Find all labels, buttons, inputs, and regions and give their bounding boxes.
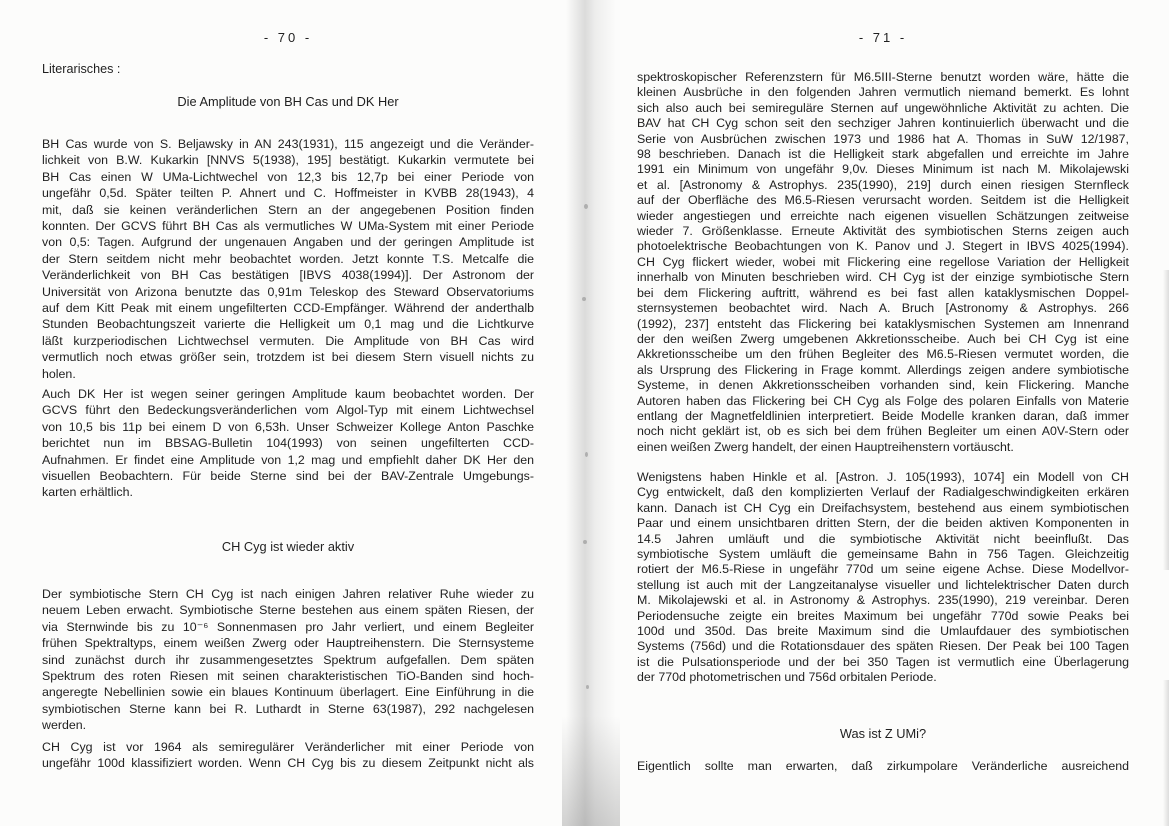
scan-speck: [582, 297, 586, 301]
text-line: Der symbiotische Stern CH Cyg ist nach einigen Jahren relativer Ruhe wieder zu: [42, 587, 534, 601]
paragraph-ch-cyg-activity: [637, 70, 1129, 455]
text-line: innerhalb von Minuten beschrieben wird. CH Cyg ist der einzige symbiotische Stern: [637, 270, 1129, 285]
text-line: als Ursprung des Flickering in Frage kommt. Allerdings zeigen andere symbiotische: [637, 362, 1129, 377]
text-line: noch nicht geklärt ist, ob es sich bei dem frühen Begleiter um einen A0V-Stern oder: [637, 424, 1129, 439]
text-line: von 0,5: Tagen. Aufgrund der ungenauen Angaben und der geringen Amplitude ist: [42, 235, 534, 250]
text-line: symbiotische System umläuft die gemeinsame Bahn in 756 Tagen. Gleichzeitig: [637, 547, 1129, 562]
page-number-right: - 71 -: [858, 30, 908, 45]
text-line: M. Mikolajewski et al. in Astronomy & Astrophys. 235(1990), 219 vereinbar. Deren: [637, 593, 1129, 608]
paragraph-ch-cyg-1964: [42, 739, 534, 772]
text-line: CH Cyg ist vor 1964 als semiregulärer Veränderlicher mit einer Periode von: [42, 740, 534, 754]
text-line: werden.: [42, 718, 87, 733]
text-line: sich also auch bei semireguläre Sternen auf ungewöhnliche Aktivität zu achten. Die: [637, 100, 1129, 115]
page-71: [637, 0, 1129, 826]
text-line: 98 beschrieben. Danach ist die Helligkeit stark abgefallen und erreichte im Jahre: [637, 147, 1129, 162]
paragraph-hinkle-model: [637, 470, 1129, 686]
paragraph-symbiotic-stars: [42, 586, 534, 734]
paragraph-z-umi-intro: [637, 759, 1129, 774]
text-line: Spektrum des roten Riesen mit seinen charakteristischen TiO-Banden sind hoch-: [42, 669, 534, 684]
text-line: holen.: [42, 366, 76, 381]
text-line: kleinen Ausbrüche in den folgenden Jahren vermutlich niemand bemerkt. Es lohnt: [637, 85, 1129, 100]
text-line: Systeme, in denen Akkretionsscheiben vorhanden sind, kein Flickering. Manche: [637, 378, 1129, 393]
text-line: angeregte Nebellinien sowie ein blaues Kontinuum überlagert. Eine Einführung in die: [42, 685, 534, 700]
text-line: karten erhältlich.: [42, 485, 133, 500]
text-line: ist die Pulsationsperiode und der bei 350 Tagen ist vermutlich eine Überlagerung: [637, 654, 1129, 669]
text-line: visuellen Beobachtern. Für beide Sterne sind bei der BAV-Zentrale Umgebungs-: [42, 469, 534, 484]
scan-speck: [584, 204, 588, 209]
text-line: symbiotischen Sterne kann bei R. Luthardt in Sterne 63(1987), 292 nachgelesen: [42, 701, 534, 716]
text-line: entlang der Magnetfeldlinien interpretiert. Beide Modelle kranken daran, daß immer: [637, 408, 1129, 423]
text-line: kann. Danach ist CH Cyg ein Dreifachsystem, bestehend aus einem symbiotischen: [637, 500, 1129, 515]
text-line: ungefähr 100d klassifiziert worden. Wenn CH Cyg bis zu diesem Zeitpunkt nicht als: [42, 756, 534, 771]
text-line: berichtet nun im BBSAG-Bulletin 104(1993) von seinen ungefilterten CCD-: [42, 436, 534, 451]
text-line: Autoren haben das Flickering bei CH Cyg als Folge des polaren Einfalls von Materie: [637, 393, 1129, 408]
text-line: 100d und 350d. Das breite Maximum sind die Umlaufdauer des symbiotischen: [637, 624, 1129, 639]
paragraph-dk-her: [42, 386, 534, 501]
text-line: CH Cyg flickert wieder, wobei mit Flickering eine regellose Variation der Helligkeit: [637, 254, 1129, 269]
text-line: Stunden Beobachtungszeit varierte die Helligkeit um 0,1 mag und die Lichtkurve: [42, 317, 534, 332]
text-line: wieder 7. Größenklasse. Erneute Aktivität des symbiotischen Sterns zeigen auch: [637, 224, 1129, 239]
text-line: Akkretionsscheibe um den frühen Begleiter des M6.5-Riesen vermutet worden, die: [637, 347, 1129, 362]
text-line: via Sternwinde bis zu 10⁻⁶ Sonnenmasen pro Jahr verliert, und einem Begleiter: [42, 619, 534, 634]
text-line: bei dem Flickering auftritt, während es bei fast allen kataklysmischen Doppel-: [637, 285, 1129, 300]
text-line: der Stern seitdem nicht mehr beobachtet worden. Jetzt konnte T.S. Metcalfe die: [42, 251, 534, 266]
article-title-z-umi: Was ist Z UMi?: [839, 726, 927, 741]
text-line: BAV hat CH Cyg schon seit den sechziger Jahren kontinuierlich überwacht und die: [637, 116, 1129, 131]
scan-speck: [583, 540, 587, 544]
text-line: Veränderlichkeit von BH Cas bestätigen [IBVS 4038(1994)]. Der Astronom der: [42, 268, 534, 283]
text-line: BH Cas wurde von S. Beljawsky in AN 243(1931), 115 angezeigt und die Veränder-: [42, 137, 534, 151]
paragraph-bh-cas: [42, 136, 534, 382]
text-line: einen weißen Zwerg handelt, der einen Hauptreihenstern vortäuscht.: [637, 439, 1014, 454]
text-line: Serie von Ausbrüchen zwischen 1973 und 1986 hat A. Thomas in SuW 12/1987,: [637, 131, 1129, 146]
text-line: der 770d photometrischen und 756d orbitalen Periode.: [637, 670, 937, 685]
text-line: von 10,5 bis 11p bei einem D von 6,53h. Unser Schweizer Kollege Anton Paschke: [42, 419, 534, 434]
article-title-amplitude: Die Amplitude von BH Cas und DK Her: [177, 94, 399, 109]
text-line: GCVS führt den Bedeckungsveränderlichen vom Algol-Typ mit einem Lichtwechsel: [42, 403, 534, 418]
text-line: frühen Spektraltyps, einem weißen Zwerg oder Hauptreihenstern. Die Sternsysteme: [42, 636, 534, 651]
text-line: auf der Oberfläche des M6.5-Riesen verursacht worden. Seitdem ist die Helligkeit: [637, 193, 1129, 208]
text-line: vermutlich noch etwas größer sein, trotzdem ist bei diesem Stern visuell nichts zu: [42, 350, 534, 365]
text-line: 14.5 Jahren umläuft und die symbiotische Aktivität nicht beeinflußt. Das: [637, 531, 1129, 546]
text-line: Eigentlich sollte man erwarten, daß zirkumpolare Veränderliche ausreichend: [637, 759, 1129, 773]
text-line: BH Cas einen W UMa-Lichtwechel von 12,3 bis 12,7p bei einer Periode von: [42, 169, 534, 184]
page-gutter-shadow: [566, 0, 616, 826]
text-line: Aufnahmen. Er findet eine Amplitude von 1,2 mag und empfiehlt daher DK Her den: [42, 452, 534, 467]
text-line: stellung ist auch mit der Langzeitanalyse visueller und lichtelektrischer Daten durch: [637, 577, 1129, 592]
text-line: mit, daß sie keinen veränderlichen Stern an der angegebenen Position finden: [42, 202, 534, 217]
page-70: [42, 0, 534, 826]
text-line: konnten. Der GCVS führt BH Cas als vermutliches W UMa-System mit einer Periode: [42, 219, 534, 234]
text-line: (1992), 237] entsteht das Flickering bei kataklysmischen Systemen am Innenrand: [637, 316, 1129, 331]
scan-edge-smudge: [1163, 270, 1169, 570]
text-line: Wenigstens haben Hinkle et al. [Astron. J. 105(1993), 1074] ein Modell von CH: [637, 470, 1129, 484]
text-line: Cyg entwickelt, daß den komplizierten Verlauf der Radialgeschwindigkeiten erkären: [637, 485, 1129, 500]
text-line: Paar und einem unsichtbaren dritten Stern, der die beiden aktiven Komponenten in: [637, 516, 1129, 531]
text-line: neuem Leben erwacht. Symbiotische Sterne bestehen aus einem späten Riesen, der: [42, 603, 534, 618]
text-line: läßt kurzperiodischen Lichtwechsel vermuten. Die Amplitude von BH Cas wird: [42, 333, 534, 348]
text-line: 1991 ein Minimum von ungefähr 9,0v. Dieses Minimum ist nach M. Mikolajewski: [637, 162, 1129, 177]
text-line: ungefähr 0,5d. Später teilten P. Ahnert und C. Hoffmeister in KVBB 28(1943), 4: [42, 186, 534, 201]
text-line: spektroskopischer Referenzstern für M6.5III-Sterne benutzt worden wäre, hätte die: [637, 70, 1129, 84]
text-line: auf dem Kitt Peak mit einem ungefilterten CCD-Empfänger. Während der anderthalb: [42, 301, 534, 316]
text-line: et al. [Astronomy & Astrophys. 235(1990), 219] durch einen riesigen Sternfleck: [637, 177, 1129, 192]
text-line: Periodensuche zeigte ein breites Maximum bei ungefähr 770d sowie Peaks bei: [637, 608, 1129, 623]
text-line: wieder angestiegen und erreichte nach eigenen visuellen Schätzungen zeitweise: [637, 208, 1129, 223]
text-line: photoelektrische Beobachtungen von K. Panov und J. Stegert in IBVS 4025(1994).: [637, 239, 1129, 254]
scan-speck: [585, 452, 588, 457]
text-line: lichkeit von B.W. Kukarkin [NNVS 5(1938), 195] bestätigt. Kukarkin vermutete bei: [42, 153, 534, 168]
text-line: Systems (756d) und die Rotationsdauer des späten Riesen. Der Peak bei 100 Tagen: [637, 639, 1129, 654]
text-line: Universität von Arizona benutzte das 0,91m Teleskop des Steward Observatoriums: [42, 284, 534, 299]
page-number-left: - 70 -: [263, 30, 313, 45]
text-line: sind zunächst durch ihr zusammengesetztes Spektrum aufgefallen. Dem späten: [42, 652, 534, 667]
text-line: der den weißen Zwerg umgebenen Akkretionsscheibe. Auch bei CH Cyg ist eine: [637, 331, 1129, 346]
text-line: Auch DK Her ist wegen seiner geringen Amplitude kaum beobachtet worden. Der: [42, 387, 534, 401]
scan-speck: [586, 685, 589, 689]
text-line: sternsystemen beobachtet wird. Nach A. Bruch [Astronomy & Astrophys. 266: [637, 301, 1129, 316]
section-label-literarisches: Literarisches :: [42, 62, 121, 76]
text-line: rotiert der M6.5-Riese in ungefähr 770d um seine eigene Achse. Diese Modellvor-: [637, 562, 1129, 577]
article-title-ch-cyg-aktiv: CH Cyg ist wieder aktiv: [221, 539, 355, 554]
scan-edge-smudge: [1163, 680, 1169, 826]
